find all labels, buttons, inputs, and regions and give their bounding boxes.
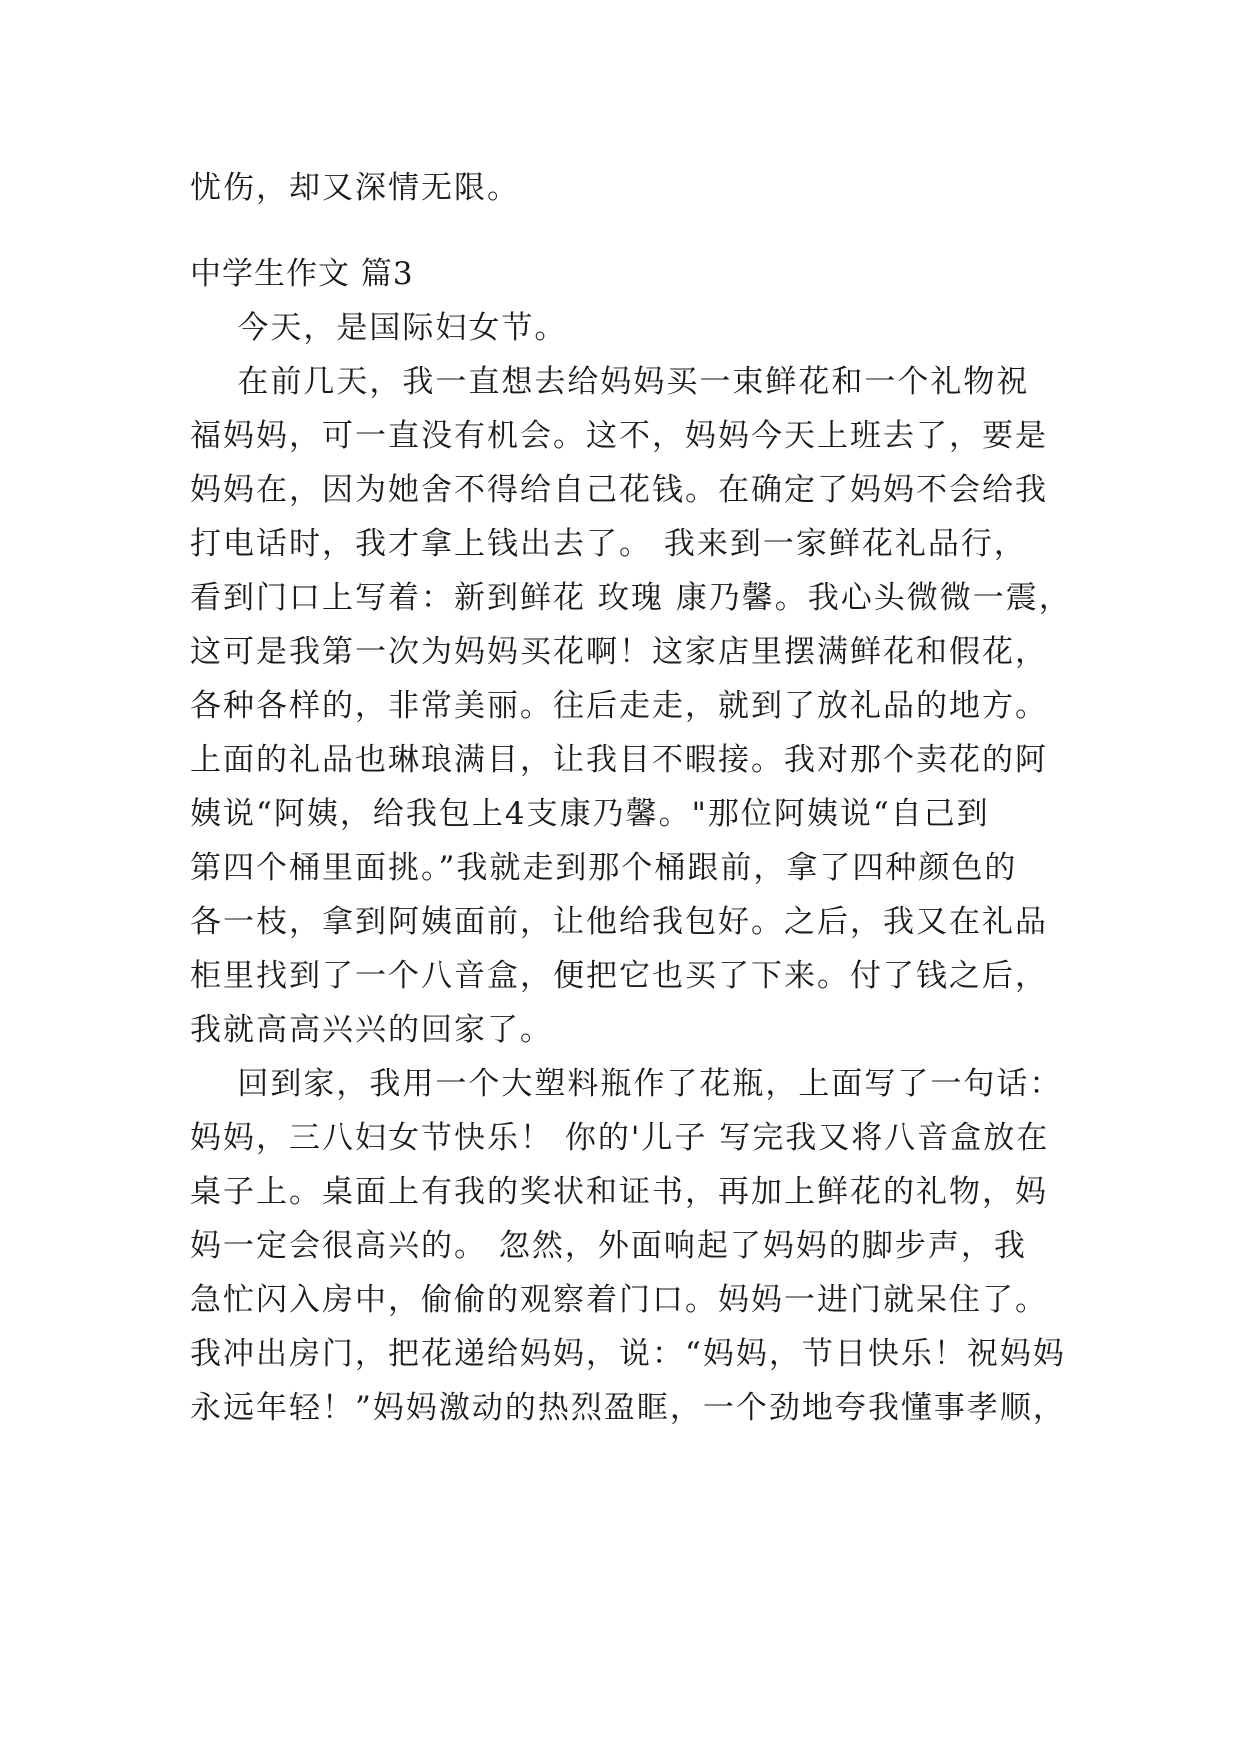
text-line: 各种各样的，非常美丽。往后走走，就到了放礼品的地方。 (190, 688, 1048, 724)
text-line: 我冲出房门，把花递给妈妈，说：“妈妈，节日快乐！祝妈妈 (190, 1336, 1066, 1372)
text-line: 忧伤，却又深情无限。 (190, 170, 520, 206)
text-line: 柜里找到了一个八音盒，便把它也买了下来。付了钱之后， (190, 958, 1048, 994)
text-line: 妈妈，三八妇女节快乐！ 你的'儿子 写完我又将八音盒放在 (190, 1120, 1050, 1156)
section-heading: 中学生作文 篇3 (190, 256, 414, 292)
text-line: 我就高高兴兴的回家了。 (190, 1012, 553, 1048)
text-line: 这可是我第一次为妈妈买花啊！这家店里摆满鲜花和假花， (190, 634, 1048, 670)
text-line: 妈妈在，因为她舍不得给自己花钱。在确定了妈妈不会给我 (190, 472, 1048, 508)
text-line: 上面的礼品也琳琅满目，让我目不暇接。我对那个卖花的阿 (190, 742, 1048, 778)
text-line: 今天，是国际妇女节。 (190, 310, 568, 346)
text-line: 各一枝，拿到阿姨面前，让他给我包好。之后，我又在礼品 (190, 904, 1048, 940)
text-line: 回到家，我用一个大塑料瓶作了花瓶，上面写了一句话： (190, 1066, 1063, 1102)
text-line: 福妈妈，可一直没有机会。这不，妈妈今天上班去了，要是 (190, 418, 1048, 454)
text-line: 永远年轻！”妈妈激动的热烈盈眶，一个劲地夸我懂事孝顺， (190, 1390, 1066, 1426)
text-line: 急忙闪入房中，偷偷的观察着门口。妈妈一进门就呆住了。 (190, 1282, 1048, 1318)
text-line: 在前几天，我一直想去给妈妈买一束鲜花和一个礼物祝 (190, 364, 1030, 400)
text-line: 妈一定会很高兴的。 忽然，外面响起了妈妈的脚步声，我 (190, 1228, 1027, 1264)
text-line: 打电话时，我才拿上钱出去了。 我来到一家鲜花礼品行， (190, 526, 1027, 562)
text-line: 看到门口上写着：新到鲜花 玫瑰 康乃馨。我心头微微一震， (190, 580, 1072, 616)
text-line: 桌子上。桌面上有我的奖状和证书，再加上鲜花的礼物，妈 (190, 1174, 1048, 1210)
text-line: 第四个桶里面挑。”我就走到那个桶跟前，拿了四种颜色的 (190, 850, 1018, 886)
text-line: 姨说“阿姨，给我包上4支康乃馨。"那位阿姨说“自己到 (190, 796, 990, 832)
